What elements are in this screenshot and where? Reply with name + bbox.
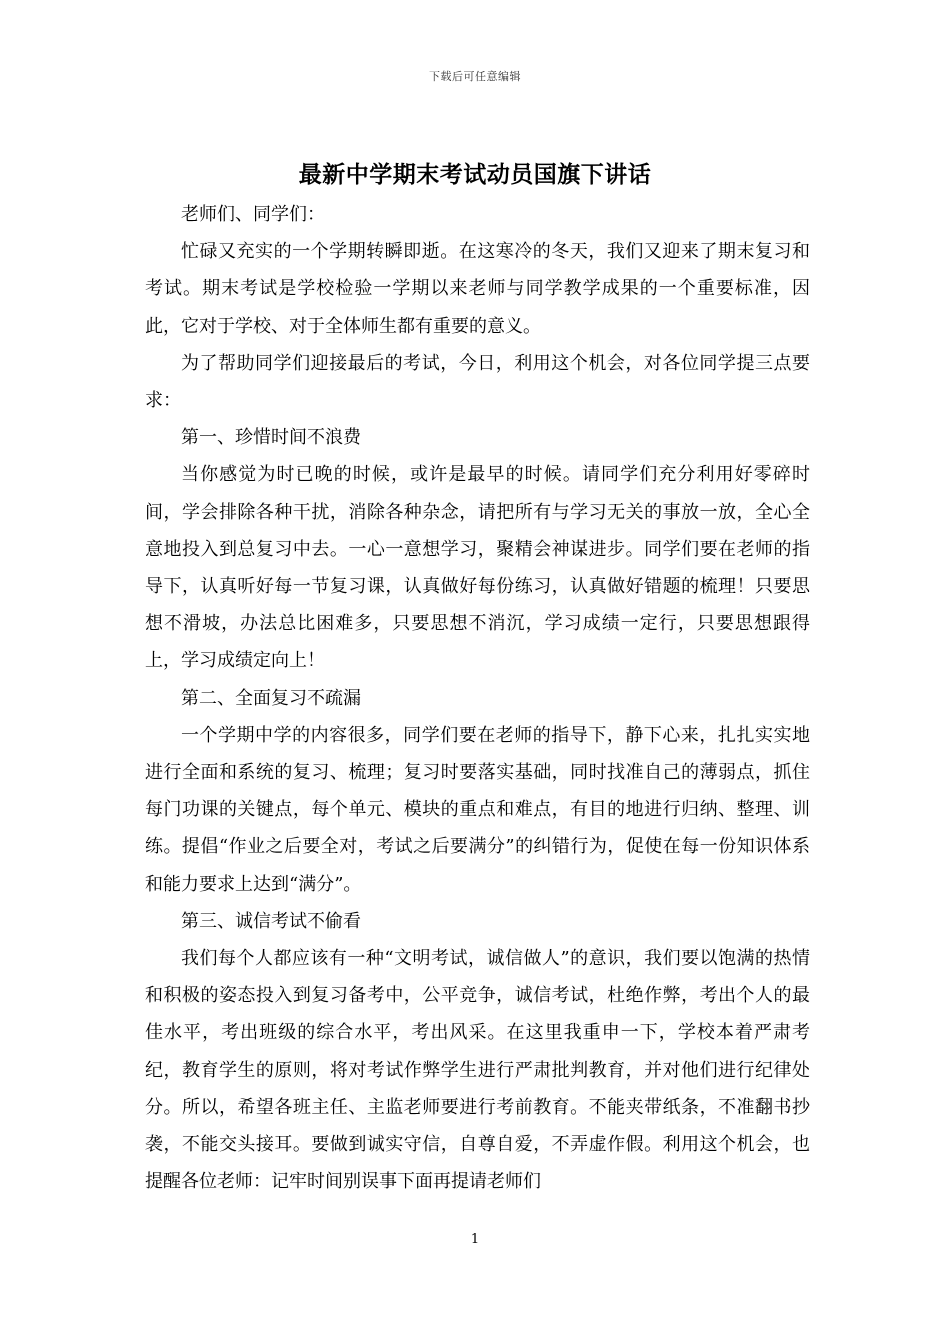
section-body-1: 当你感觉为时已晚的时候，或许是最早的时候。请同学们充分利用好零碎时间，学会排除各种干扰，消除各种杂念，请把所有与学习无关的事放一放，全心全意地投入到总复习中去。一心一意想学习，聚精会神谋进步。同学们要在老师的指导下，认真听好每一节复习课，认真做好每份练习，认真做好错题的梳理！只要思想不滑坡，办法总比困难多，只要思想不消沉，学习成绩一定行，只要思想跟得上，学习成绩定向上！ xyxy=(145,464,810,672)
requirements-intro-paragraph: 为了帮助同学们迎接最后的考试，今日，利用这个机会，对各位同学提三点要求： xyxy=(145,352,810,412)
document-body xyxy=(145,196,810,1200)
document-title: 最新中学期末考试动员国旗下讲话 xyxy=(298,161,652,188)
intro-paragraph: 忙碌又充实的一个学期转瞬即逝。在这寒冷的冬天，我们又迎来了期末复习和考试。期末考试是学校检验一学期以来老师与同学教学成果的一个重要标准，因此，它对于学校、对于全体师生都有重要的意义。 xyxy=(145,241,810,337)
section-body-2: 一个学期中学的内容很多，同学们要在老师的指导下，静下心来，扎扎实实地进行全面和系统的复习、梳理；复习时要落实基础，同时找准自己的薄弱点，抓住每门功课的关键点，每个单元、模块的重点和难点，有目的地进行归纳、整理、训练。提倡“作业之后要全对，考试之后要满分”的纠错行为，促使在每一份知识体系和能力要求上达到“满分”。 xyxy=(145,724,810,895)
page-number: 1 xyxy=(470,1232,480,1247)
section-heading-2: 第二、全面复习不疏漏 xyxy=(181,687,361,709)
section-body-3: 我们每个人都应该有一种“文明考试，诚信做人”的意识，我们要以饱满的热情和积极的姿态投入到复习备考中，公平竞争，诚信考试，杜绝作弊，考出个人的最佳水平，考出班级的综合水平，考出风采。在这里我重申一下，学校本着严肃考纪，教育学生的原则，将对考试作弊学生进行严肃批判教育，并对他们进行纪律处分。所以，希望各班主任、主监老师要进行考前教育。不能夹带纸条，不准翻书抄袭，不能交头接耳。要做到诚实守信，自尊自爱，不弄虚作假。利用这个机会，也提醒各位老师：记牢时间别误事下面再提请老师们 xyxy=(145,948,810,1193)
header-note: 下载后可任意编辑 xyxy=(429,70,521,83)
section-heading-3: 第三、诚信考试不偷看 xyxy=(181,910,361,932)
salutation-paragraph: 老师们、同学们： xyxy=(181,204,325,225)
section-heading-1: 第一、珍惜时间不浪费 xyxy=(181,427,361,449)
